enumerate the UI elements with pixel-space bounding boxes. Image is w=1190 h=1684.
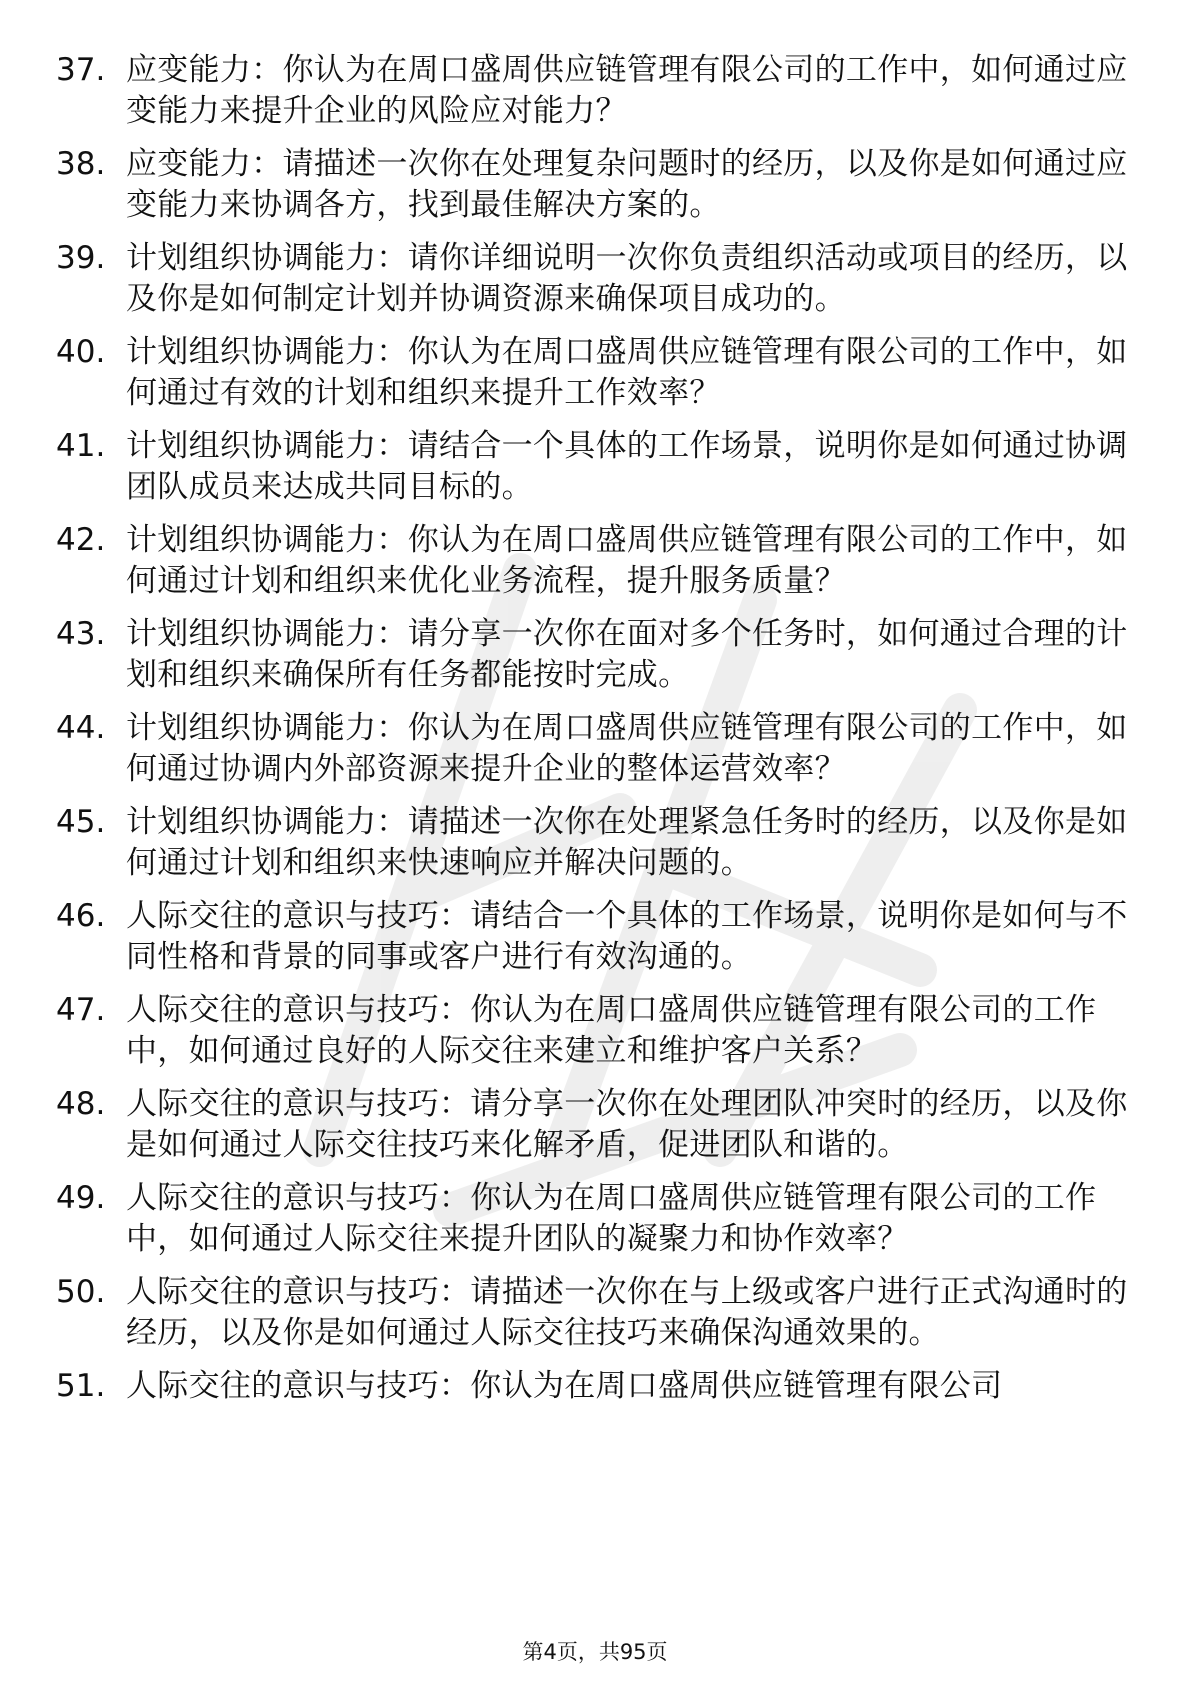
- question-item: [56, 144, 1131, 226]
- question-item: [56, 238, 1131, 320]
- question-item: [56, 1178, 1131, 1260]
- question-text: 计划组织协调能力：你认为在周口盛周供应链管理有限公司的工作中，如何通过协调内外部资源来提升企业的整体运营效率？: [126, 710, 1128, 787]
- question-item: [56, 990, 1131, 1072]
- question-number: 51.: [56, 1368, 106, 1404]
- question-list: [56, 50, 1131, 1419]
- question-text: 人际交往的意识与技巧：请分享一次你在处理团队冲突时的经历，以及你是如何通过人际交往技巧来化解矛盾，促进团队和谐的。: [126, 1086, 1128, 1163]
- question-item: [56, 896, 1131, 978]
- question-item: [56, 708, 1131, 790]
- question-item: [56, 614, 1131, 696]
- question-number: 38.: [56, 146, 106, 182]
- question-number: 42.: [56, 522, 106, 558]
- page-number-label: 第4页，共95页: [522, 1640, 668, 1664]
- question-number: 40.: [56, 334, 106, 370]
- question-item: [56, 426, 1131, 508]
- question-text: 计划组织协调能力：请结合一个具体的工作场景，说明你是如何通过协调团队成员来达成共同目标的。: [126, 428, 1128, 505]
- question-text: 应变能力：请描述一次你在处理复杂问题时的经历，以及你是如何通过应变能力来协调各方，找到最佳解决方案的。: [126, 146, 1128, 223]
- question-number: 37.: [56, 52, 106, 88]
- question-number: 47.: [56, 992, 106, 1028]
- question-number: 48.: [56, 1086, 106, 1122]
- question-item: [56, 332, 1131, 414]
- question-text: 计划组织协调能力：请描述一次你在处理紧急任务时的经历，以及你是如何通过计划和组织来快速响应并解决问题的。: [126, 804, 1128, 881]
- question-text: 计划组织协调能力：你认为在周口盛周供应链管理有限公司的工作中，如何通过有效的计划和组织来提升工作效率？: [126, 334, 1128, 411]
- question-text: 人际交往的意识与技巧：请结合一个具体的工作场景，说明你是如何与不同性格和背景的同事或客户进行有效沟通的。: [126, 898, 1128, 975]
- question-text: 人际交往的意识与技巧：你认为在周口盛周供应链管理有限公司: [126, 1368, 1003, 1404]
- question-text: 人际交往的意识与技巧：你认为在周口盛周供应链管理有限公司的工作中，如何通过良好的人际交往来建立和维护客户关系？: [126, 992, 1097, 1069]
- question-number: 45.: [56, 804, 106, 840]
- question-item: [56, 1272, 1131, 1354]
- question-number: 50.: [56, 1274, 106, 1310]
- question-text: 计划组织协调能力：请分享一次你在面对多个任务时，如何通过合理的计划和组织来确保所有任务都能按时完成。: [126, 616, 1128, 693]
- question-item: [56, 1366, 1131, 1407]
- question-item: [56, 1084, 1131, 1166]
- question-number: 44.: [56, 710, 106, 746]
- question-item: [56, 520, 1131, 602]
- question-number: 46.: [56, 898, 106, 934]
- question-text: 计划组织协调能力：请你详细说明一次你负责组织活动或项目的经历，以及你是如何制定计划并协调资源来确保项目成功的。: [126, 240, 1128, 317]
- question-item: [56, 50, 1131, 132]
- question-text: 人际交往的意识与技巧：你认为在周口盛周供应链管理有限公司的工作中，如何通过人际交往来提升团队的凝聚力和协作效率？: [126, 1180, 1097, 1257]
- question-number: 41.: [56, 428, 106, 464]
- question-number: 39.: [56, 240, 106, 276]
- question-item: [56, 802, 1131, 884]
- question-text: 计划组织协调能力：你认为在周口盛周供应链管理有限公司的工作中，如何通过计划和组织来优化业务流程，提升服务质量？: [126, 522, 1128, 599]
- question-text: 应变能力：你认为在周口盛周供应链管理有限公司的工作中，如何通过应变能力来提升企业的风险应对能力？: [126, 52, 1128, 129]
- page-footer: [0, 1638, 1190, 1666]
- question-text: 人际交往的意识与技巧：请描述一次你在与上级或客户进行正式沟通时的经历，以及你是如何通过人际交往技巧来确保沟通效果的。: [126, 1274, 1128, 1351]
- question-number: 43.: [56, 616, 106, 652]
- question-number: 49.: [56, 1180, 106, 1216]
